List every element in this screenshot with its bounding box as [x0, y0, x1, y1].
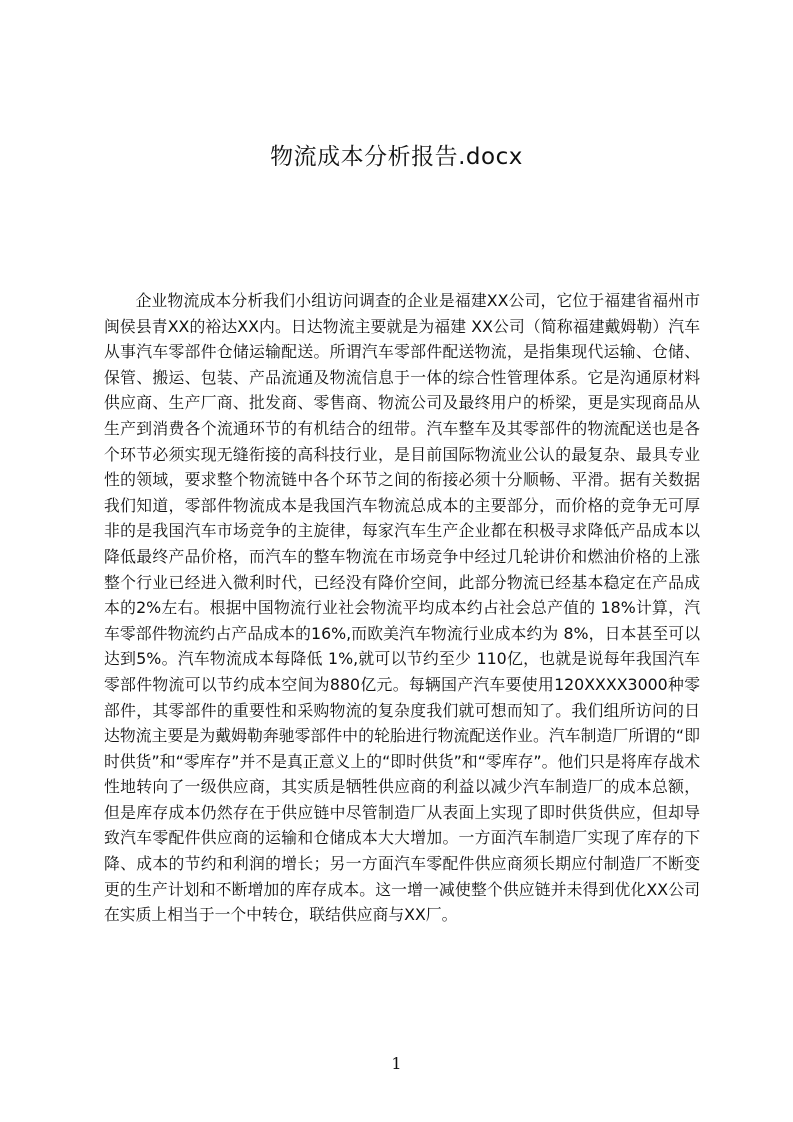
document-title: 物流成本分析报告.docx — [270, 144, 523, 170]
body-paragraph: 企业物流成本分析我们小组访问调查的企业是福建XX公司，它位于福建省福州市闽侯县青XX的裕达XX内。日达物流主要就是为福建 XX公司（简称福建戴姆勒）汽车从事汽车零部件仓储运输配送。所谓汽车零部件配送物流，是指集现代运输、仓储、保管、搬运、包装、产品流通及物流信息于一体的综合性管理体系。它是沟通原材料供应商、生产厂商、批发商、零售商、物流公司及最终用户的桥梁，更是实现商品从生产到消费各个流通环节的有机结合的纽带。汽车整车及其零部件的物流配送也是各个环节必须实现无缝衔接的高科技行业，是目前国际物流业公认的最复杂、最具专业性的领域，要求整个物流链中各个环节之间的衔接必须十分顺畅、平滑。据有关数据我们知道，零部件物流成本是我国汽车物流总成本的主要部分，而价格的竞争无可厚非的是我国汽车市场竞争的主旋律，每家汽车生产企业都在积极寻求降低产品成本以降低最终产品价格，而汽车的整车物流在市场竞争中经过几轮讲价和燃油价格的上涨整个行业已经进入微利时代，已经没有降价空间，此部分物流已经基本稳定在产品成本的2%左右。根据中国物流行业社会物流平均成本约占社会总产值的 18%计算，汽车零部件物流约占产品成本的16%,而欧美汽车物流行业成本约为 8%，日本甚至可以达到5%。汽车物流成本每降低 1%,就可以节约至少 110亿，也就是说每年我国汽车零部件物流可以节约成本空间为880亿元。每辆国产汽车要使用120XXXX3000种零部件，其零部件的重要性和采购物流的复杂度我们就可想而知了。我们组所访问的日达物流主要是为戴姆勒奔驰零部件中的轮胎进行物流配送作业。汽车制造厂所谓的“即时供货”和“零库存”并不是真正意义上的“即时供货”和“零库存”。他们只是将库存战术性地转向了一级供应商，其实质是牺牲供应商的利益以减少汽车制造厂的成本总额，但是库存成本仍然存在于供应链中尽管制造厂从表面上实现了即时供货供应，但却导致汽车零配件供应商的运输和仓储成本大大增加。一方面汽车制造厂实现了库存的下降、成本的节约和利润的增长；另一方面汽车零配件供应商须长期应付制造厂不断变更的生产计划和不断增加的库存成本。这一增一减使整个供应链并未得到优化XX公司在实质上相当于一个中转仓，联结供应商与XX厂。 — [104, 291, 700, 925]
page-number: 1 — [391, 1054, 402, 1073]
